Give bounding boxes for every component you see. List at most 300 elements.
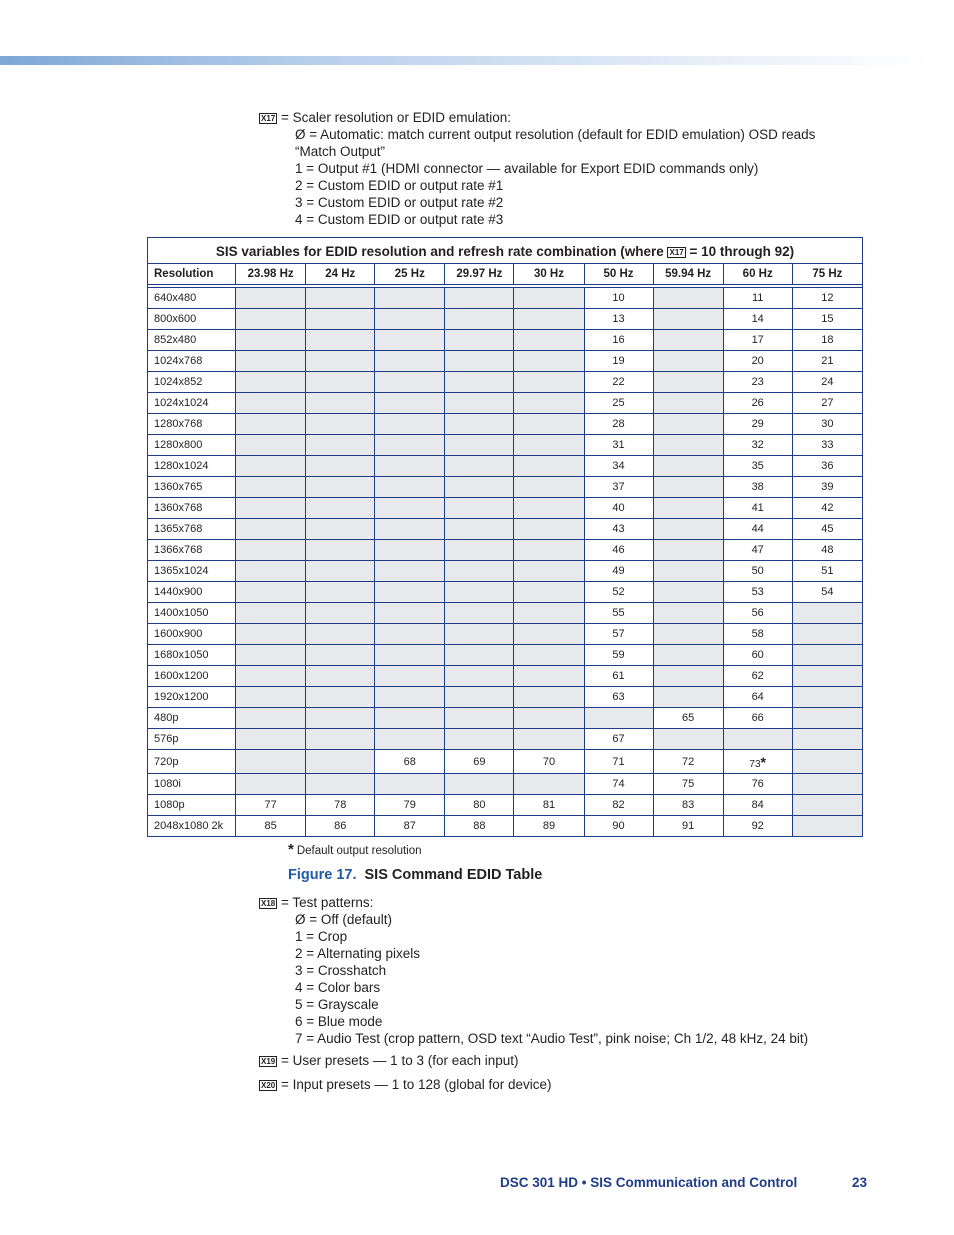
unavailable-cell	[445, 645, 514, 666]
unavailable-cell	[375, 414, 445, 435]
unavailable-cell	[514, 414, 584, 435]
unavailable-cell	[445, 435, 514, 456]
value-cell: 62	[723, 666, 792, 687]
unavailable-cell	[514, 540, 584, 561]
x17-option: Ø = Automatic: match current output resolution (default for EDID emulation) OSD reads	[295, 127, 816, 142]
value-cell: 23	[723, 372, 792, 393]
unavailable-cell	[306, 498, 375, 519]
unavailable-cell	[236, 477, 306, 498]
value-cell: 30	[792, 414, 862, 435]
value-cell: 49	[584, 561, 653, 582]
value-cell: 72	[653, 750, 723, 774]
unavailable-cell	[306, 540, 375, 561]
value-cell: 42	[792, 498, 862, 519]
unavailable-cell	[236, 330, 306, 351]
table-row	[148, 330, 863, 351]
x18-option: 5 = Grayscale	[295, 997, 379, 1012]
column-header: 50 Hz	[584, 264, 653, 285]
resolution-cell: 1024x768	[148, 351, 236, 372]
figure-caption	[288, 867, 542, 883]
unavailable-cell	[445, 774, 514, 795]
unavailable-cell	[306, 288, 375, 309]
unavailable-cell	[375, 477, 445, 498]
unavailable-cell	[236, 414, 306, 435]
unavailable-cell	[514, 645, 584, 666]
value-cell: 33	[792, 435, 862, 456]
column-header: 29.97 Hz	[445, 264, 514, 285]
value-cell: 58	[723, 624, 792, 645]
column-header: 59.94 Hz	[653, 264, 723, 285]
unavailable-cell	[375, 540, 445, 561]
unavailable-cell	[306, 351, 375, 372]
unavailable-cell	[584, 708, 653, 729]
unavailable-cell	[653, 498, 723, 519]
value-cell: 59	[584, 645, 653, 666]
table-row	[148, 729, 863, 750]
resolution-cell: 800x600	[148, 309, 236, 330]
unavailable-cell	[514, 330, 584, 351]
unavailable-cell	[653, 603, 723, 624]
unavailable-cell	[653, 519, 723, 540]
value-cell: 66	[723, 708, 792, 729]
unavailable-cell	[375, 687, 445, 708]
x18-option: Ø = Off (default)	[295, 912, 392, 927]
value-cell: 29	[723, 414, 792, 435]
value-cell: 60	[723, 645, 792, 666]
resolution-cell: 640x480	[148, 288, 236, 309]
resolution-cell: 1440x900	[148, 582, 236, 603]
value-cell: 69	[445, 750, 514, 774]
x17-option: 4 = Custom EDID or output rate #3	[295, 212, 504, 227]
x18-variable-tag: X18	[261, 899, 276, 908]
value-cell: 54	[792, 582, 862, 603]
value-cell: 20	[723, 351, 792, 372]
unavailable-cell	[306, 774, 375, 795]
unavailable-cell	[514, 582, 584, 603]
table-row	[148, 393, 863, 414]
unavailable-cell	[236, 498, 306, 519]
value-cell: 10	[584, 288, 653, 309]
value-cell: 53	[723, 582, 792, 603]
unavailable-cell	[445, 708, 514, 729]
default-value-cell: 73*	[723, 750, 792, 774]
unavailable-cell	[236, 645, 306, 666]
value-cell: 44	[723, 519, 792, 540]
unavailable-cell	[375, 624, 445, 645]
unavailable-cell	[792, 774, 862, 795]
unavailable-cell	[236, 519, 306, 540]
unavailable-cell	[306, 456, 375, 477]
value-cell: 86	[306, 816, 375, 837]
unavailable-cell	[653, 540, 723, 561]
unavailable-cell	[445, 351, 514, 372]
value-cell: 17	[723, 330, 792, 351]
unavailable-cell	[236, 540, 306, 561]
resolution-cell: 1024x852	[148, 372, 236, 393]
unavailable-cell	[236, 774, 306, 795]
x17-variable-tag: X17	[261, 114, 276, 123]
x18-option: 6 = Blue mode	[295, 1014, 383, 1029]
unavailable-cell	[514, 687, 584, 708]
unavailable-cell	[792, 624, 862, 645]
unavailable-cell	[306, 582, 375, 603]
unavailable-cell	[306, 309, 375, 330]
value-cell: 84	[723, 795, 792, 816]
unavailable-cell	[306, 477, 375, 498]
value-cell: 61	[584, 666, 653, 687]
unavailable-cell	[445, 582, 514, 603]
value-cell: 35	[723, 456, 792, 477]
unavailable-cell	[445, 288, 514, 309]
unavailable-cell	[306, 372, 375, 393]
unavailable-cell	[306, 708, 375, 729]
unavailable-cell	[514, 351, 584, 372]
value-cell: 37	[584, 477, 653, 498]
unavailable-cell	[792, 750, 862, 774]
unavailable-cell	[514, 372, 584, 393]
value-cell: 88	[445, 816, 514, 837]
table-row	[148, 603, 863, 624]
table-row	[148, 750, 863, 774]
figure-number: Figure 17.	[288, 867, 357, 883]
value-cell: 11	[723, 288, 792, 309]
table-row	[148, 498, 863, 519]
unavailable-cell	[514, 624, 584, 645]
unavailable-cell	[514, 729, 584, 750]
unavailable-cell	[375, 603, 445, 624]
value-cell: 47	[723, 540, 792, 561]
unavailable-cell	[236, 603, 306, 624]
unavailable-cell	[375, 519, 445, 540]
unavailable-cell	[375, 774, 445, 795]
unavailable-cell	[445, 519, 514, 540]
footer-title: DSC 301 HD • SIS Communication and Control	[500, 1175, 798, 1190]
value-cell: 28	[584, 414, 653, 435]
unavailable-cell	[653, 477, 723, 498]
unavailable-cell	[514, 288, 584, 309]
unavailable-cell	[375, 645, 445, 666]
value-cell: 43	[584, 519, 653, 540]
unavailable-cell	[653, 582, 723, 603]
table-row	[148, 477, 863, 498]
value-cell: 91	[653, 816, 723, 837]
unavailable-cell	[236, 288, 306, 309]
unavailable-cell	[445, 309, 514, 330]
value-cell: 15	[792, 309, 862, 330]
unavailable-cell	[792, 603, 862, 624]
table-row	[148, 624, 863, 645]
value-cell: 27	[792, 393, 862, 414]
value-cell: 31	[584, 435, 653, 456]
x18-option: 1 = Crop	[295, 929, 348, 944]
value-cell: 85	[236, 816, 306, 837]
unavailable-cell	[653, 645, 723, 666]
unavailable-cell	[306, 414, 375, 435]
resolution-cell: 1680x1050	[148, 645, 236, 666]
value-cell: 65	[653, 708, 723, 729]
unavailable-cell	[514, 708, 584, 729]
column-header: 23.98 Hz	[236, 264, 306, 285]
unavailable-cell	[653, 309, 723, 330]
unavailable-cell	[306, 750, 375, 774]
unavailable-cell	[653, 330, 723, 351]
value-cell: 63	[584, 687, 653, 708]
unavailable-cell	[445, 729, 514, 750]
unavailable-cell	[375, 456, 445, 477]
value-cell: 48	[792, 540, 862, 561]
x19-variable-tag: X19	[261, 1057, 276, 1066]
resolution-cell: 1600x900	[148, 624, 236, 645]
resolution-cell: 1365x1024	[148, 561, 236, 582]
unavailable-cell	[236, 561, 306, 582]
x17-option: “Match Output”	[295, 144, 386, 159]
value-cell: 75	[653, 774, 723, 795]
value-cell: 32	[723, 435, 792, 456]
unavailable-cell	[653, 435, 723, 456]
unavailable-cell	[236, 624, 306, 645]
unavailable-cell	[514, 561, 584, 582]
unavailable-cell	[306, 561, 375, 582]
table-row	[148, 414, 863, 435]
value-cell: 21	[792, 351, 862, 372]
unavailable-cell	[236, 393, 306, 414]
value-cell: 68	[375, 750, 445, 774]
figure-title: SIS Command EDID Table	[364, 867, 543, 883]
edid-table	[147, 237, 863, 837]
value-cell: 80	[445, 795, 514, 816]
table-row	[148, 816, 863, 837]
x17-option: 3 = Custom EDID or output rate #2	[295, 195, 504, 210]
x18-option: 3 = Crosshatch	[295, 963, 387, 978]
unavailable-cell	[375, 309, 445, 330]
table-title: SIS variables for EDID resolution and refresh rate combination (where X17 = 10 through 92)	[148, 238, 863, 264]
unavailable-cell	[375, 582, 445, 603]
resolution-cell: 1600x1200	[148, 666, 236, 687]
value-cell: 26	[723, 393, 792, 414]
table-row	[148, 351, 863, 372]
unavailable-cell	[306, 687, 375, 708]
x17-definition	[259, 109, 815, 228]
unavailable-cell	[653, 561, 723, 582]
value-cell: 45	[792, 519, 862, 540]
unavailable-cell	[236, 708, 306, 729]
unavailable-cell	[445, 393, 514, 414]
unavailable-cell	[236, 687, 306, 708]
value-cell: 89	[514, 816, 584, 837]
unavailable-cell	[445, 603, 514, 624]
unavailable-cell	[514, 498, 584, 519]
column-header: Resolution	[148, 264, 236, 285]
unavailable-cell	[445, 666, 514, 687]
column-header: 25 Hz	[375, 264, 445, 285]
header-gradient-bar	[0, 56, 930, 65]
table-row	[148, 309, 863, 330]
unavailable-cell	[653, 687, 723, 708]
unavailable-cell	[236, 729, 306, 750]
resolution-cell: 480p	[148, 708, 236, 729]
value-cell: 74	[584, 774, 653, 795]
unavailable-cell	[306, 603, 375, 624]
unavailable-cell	[792, 816, 862, 837]
unavailable-cell	[236, 351, 306, 372]
value-cell: 56	[723, 603, 792, 624]
x18-option: 7 = Audio Test (crop pattern, OSD text “Audio Test”, pink noise; Ch 1/2, 48 kHz, 24 bit)	[295, 1031, 809, 1046]
unavailable-cell	[236, 372, 306, 393]
resolution-cell: 1366x768	[148, 540, 236, 561]
unavailable-cell	[375, 666, 445, 687]
unavailable-cell	[445, 414, 514, 435]
value-cell: 82	[584, 795, 653, 816]
resolution-cell: 720p	[148, 750, 236, 774]
unavailable-cell	[375, 351, 445, 372]
value-cell: 39	[792, 477, 862, 498]
unavailable-cell	[375, 435, 445, 456]
value-cell: 16	[584, 330, 653, 351]
value-cell: 12	[792, 288, 862, 309]
value-cell: 24	[792, 372, 862, 393]
unavailable-cell	[306, 393, 375, 414]
unavailable-cell	[445, 477, 514, 498]
unavailable-cell	[445, 498, 514, 519]
column-header: 60 Hz	[723, 264, 792, 285]
x20-definition: X20 = Input presets — 1 to 128 (global for device)	[261, 1077, 552, 1092]
value-cell: 71	[584, 750, 653, 774]
table-row	[148, 435, 863, 456]
x18-definition	[259, 894, 808, 1047]
table-row	[148, 372, 863, 393]
value-cell: 19	[584, 351, 653, 372]
value-cell: 51	[792, 561, 862, 582]
resolution-cell: 852x480	[148, 330, 236, 351]
unavailable-cell	[792, 795, 862, 816]
resolution-cell: 1360x765	[148, 477, 236, 498]
table-row	[148, 708, 863, 729]
table-row	[148, 666, 863, 687]
unavailable-cell	[653, 624, 723, 645]
value-cell: 52	[584, 582, 653, 603]
table-row	[148, 519, 863, 540]
value-cell: 40	[584, 498, 653, 519]
unavailable-cell	[306, 645, 375, 666]
value-cell: 50	[723, 561, 792, 582]
value-cell: 14	[723, 309, 792, 330]
unavailable-cell	[653, 729, 723, 750]
value-cell: 46	[584, 540, 653, 561]
unavailable-cell	[792, 708, 862, 729]
value-cell: 92	[723, 816, 792, 837]
unavailable-cell	[375, 288, 445, 309]
page-number: 23	[852, 1175, 868, 1190]
resolution-cell: 1280x800	[148, 435, 236, 456]
value-cell: 36	[792, 456, 862, 477]
unavailable-cell	[445, 456, 514, 477]
resolution-cell: 1024x1024	[148, 393, 236, 414]
value-cell: 13	[584, 309, 653, 330]
unavailable-cell	[306, 519, 375, 540]
resolution-cell: 1920x1200	[148, 687, 236, 708]
unavailable-cell	[514, 477, 584, 498]
x17-option: 2 = Custom EDID or output rate #1	[295, 178, 504, 193]
unavailable-cell	[236, 666, 306, 687]
table-row	[148, 288, 863, 309]
unavailable-cell	[653, 351, 723, 372]
unavailable-cell	[514, 435, 584, 456]
x18-option: 2 = Alternating pixels	[295, 946, 420, 961]
table-row	[148, 774, 863, 795]
table-row	[148, 582, 863, 603]
value-cell: 57	[584, 624, 653, 645]
resolution-cell: 1280x1024	[148, 456, 236, 477]
resolution-cell: 576p	[148, 729, 236, 750]
unavailable-cell	[445, 561, 514, 582]
column-header: 30 Hz	[514, 264, 584, 285]
value-cell: 64	[723, 687, 792, 708]
value-cell: 38	[723, 477, 792, 498]
resolution-cell: 1400x1050	[148, 603, 236, 624]
table-footnote: * Default output resolution	[288, 841, 422, 858]
unavailable-cell	[653, 414, 723, 435]
unavailable-cell	[375, 729, 445, 750]
table-row	[148, 645, 863, 666]
value-cell: 78	[306, 795, 375, 816]
unavailable-cell	[375, 393, 445, 414]
column-header: 75 Hz	[792, 264, 862, 285]
value-cell: 67	[584, 729, 653, 750]
unavailable-cell	[445, 687, 514, 708]
unavailable-cell	[236, 750, 306, 774]
unavailable-cell	[306, 666, 375, 687]
column-header: 24 Hz	[306, 264, 375, 285]
value-cell: 77	[236, 795, 306, 816]
unavailable-cell	[236, 435, 306, 456]
table-header-row	[148, 264, 863, 285]
unavailable-cell	[653, 288, 723, 309]
resolution-cell: 1365x768	[148, 519, 236, 540]
unavailable-cell	[445, 540, 514, 561]
unavailable-cell	[236, 309, 306, 330]
unavailable-cell	[792, 687, 862, 708]
unavailable-cell	[792, 666, 862, 687]
value-cell: 76	[723, 774, 792, 795]
unavailable-cell	[306, 330, 375, 351]
unavailable-cell	[653, 393, 723, 414]
unavailable-cell	[653, 456, 723, 477]
value-cell: 90	[584, 816, 653, 837]
unavailable-cell	[236, 456, 306, 477]
unavailable-cell	[514, 456, 584, 477]
unavailable-cell	[514, 603, 584, 624]
resolution-cell: 1080i	[148, 774, 236, 795]
value-cell: 18	[792, 330, 862, 351]
unavailable-cell	[445, 624, 514, 645]
value-cell: 87	[375, 816, 445, 837]
unavailable-cell	[375, 708, 445, 729]
value-cell: 70	[514, 750, 584, 774]
table-row	[148, 687, 863, 708]
unavailable-cell	[375, 498, 445, 519]
unavailable-cell	[792, 645, 862, 666]
value-cell: 25	[584, 393, 653, 414]
unavailable-cell	[653, 666, 723, 687]
table-row	[148, 456, 863, 477]
table-row	[148, 561, 863, 582]
unavailable-cell	[445, 372, 514, 393]
value-cell: 79	[375, 795, 445, 816]
table-row	[148, 795, 863, 816]
unavailable-cell	[375, 561, 445, 582]
unavailable-cell	[375, 330, 445, 351]
unavailable-cell	[306, 729, 375, 750]
